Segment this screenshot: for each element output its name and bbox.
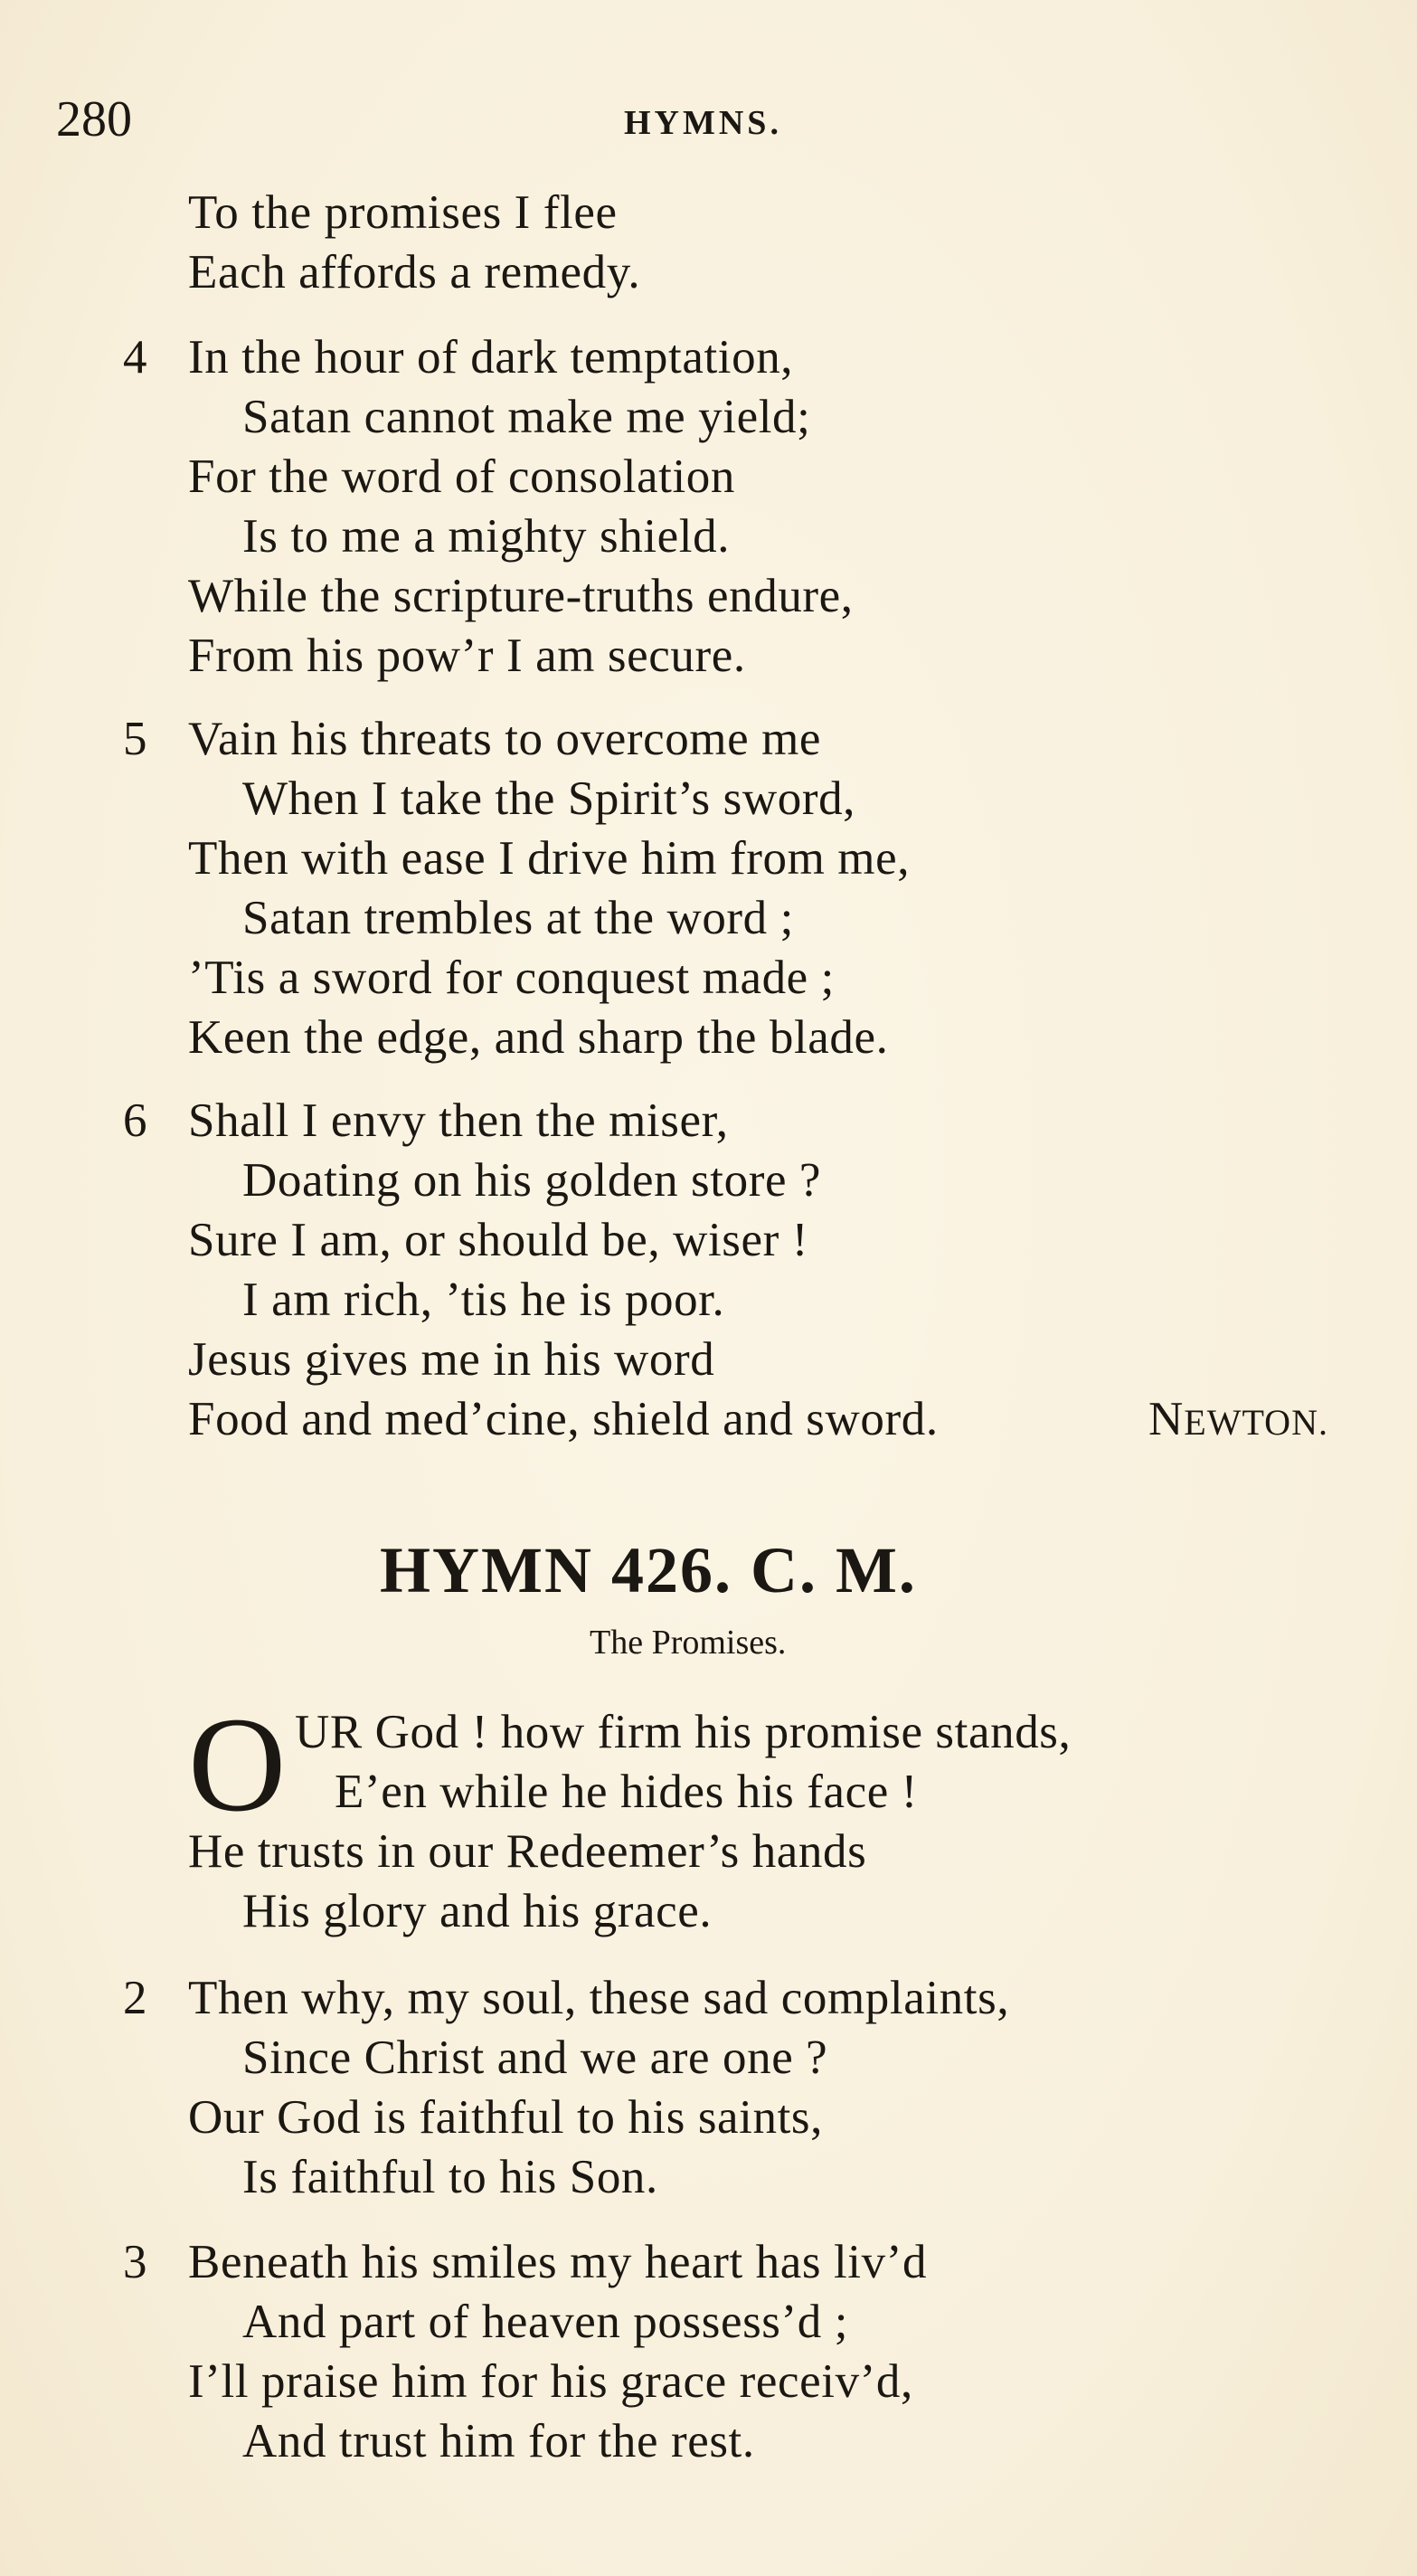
drop-cap: O xyxy=(188,1690,287,1840)
hymn-title: HYMN 426. C. M. xyxy=(380,1534,917,1606)
verse-line: Is to me a mighty shield. xyxy=(242,510,731,563)
page-number: 280 xyxy=(56,91,132,147)
verse-line: Keen the edge, and sharp the blade. xyxy=(188,1011,889,1064)
verse-line: Doating on his golden store ? xyxy=(242,1154,822,1207)
verse-number: 3 xyxy=(123,2236,147,2288)
author-attribution xyxy=(1148,1389,1328,1453)
verse-line: Is faithful to his Son. xyxy=(242,2151,658,2203)
verse-line: For the word of consolation xyxy=(188,450,735,503)
verse-line: ’Tis a sword for conquest made ; xyxy=(188,952,835,1004)
verse-line: Shall I envy then the miser, xyxy=(188,1094,729,1147)
verse-line: I am rich, ’tis he is poor. xyxy=(242,1274,725,1326)
verse-line: Beneath his smiles my heart has liv’d xyxy=(188,2236,928,2288)
verse-line: When I take the Spirit’s sword, xyxy=(242,772,856,825)
hymn-subtitle: The Promises. xyxy=(590,1624,787,1662)
verse-line: Food and med’cine, shield and sword. xyxy=(188,1393,939,1445)
author-initial: N xyxy=(1148,1393,1185,1445)
verse-line: While the scripture-truths endure, xyxy=(188,570,854,622)
verse-line: In the hour of dark temptation, xyxy=(188,331,794,384)
verse-line: Satan trembles at the word ; xyxy=(242,892,794,944)
verse-line: He trusts in our Redeemer’s hands xyxy=(188,1825,867,1878)
verse-number: 6 xyxy=(123,1094,147,1147)
verse-line: Our God is faithful to his saints, xyxy=(188,2091,823,2144)
running-title: HYMNS. xyxy=(624,104,782,142)
verse-line: And part of heaven possess’d ; xyxy=(242,2296,849,2348)
verse-number: 2 xyxy=(123,1972,147,2024)
verse-line: And trust him for the rest. xyxy=(242,2415,755,2467)
verse-line: Then with ease I drive him from me, xyxy=(188,832,911,885)
verse-line: Satan cannot make me yield; xyxy=(242,391,811,443)
verse-line: Since Christ and we are one ? xyxy=(242,2031,828,2084)
verse-line: Vain his threats to overcome me xyxy=(188,713,822,765)
verse-line: To the promises I flee xyxy=(188,186,618,239)
verse-line: Each affords a remedy. xyxy=(188,246,641,298)
verse-line: E’en while he hides his face ! xyxy=(335,1766,918,1818)
verse-line: Then why, my soul, these sad complaints, xyxy=(188,1972,1010,2024)
verse-line: Sure I am, or should be, wiser ! xyxy=(188,1214,808,1266)
verse-line: From his pow’r I am secure. xyxy=(188,630,746,682)
verse-number: 4 xyxy=(123,331,147,384)
verse-line: UR God ! how firm his promise stands, xyxy=(295,1706,1072,1758)
verse-line: I’ll praise him for his grace receiv’d, xyxy=(188,2355,913,2408)
verse-line: His glory and his grace. xyxy=(242,1885,713,1937)
author-rest: EWTON. xyxy=(1184,1402,1328,1443)
verse-line: Jesus gives me in his word xyxy=(188,1333,715,1386)
verse-number: 5 xyxy=(123,713,147,765)
